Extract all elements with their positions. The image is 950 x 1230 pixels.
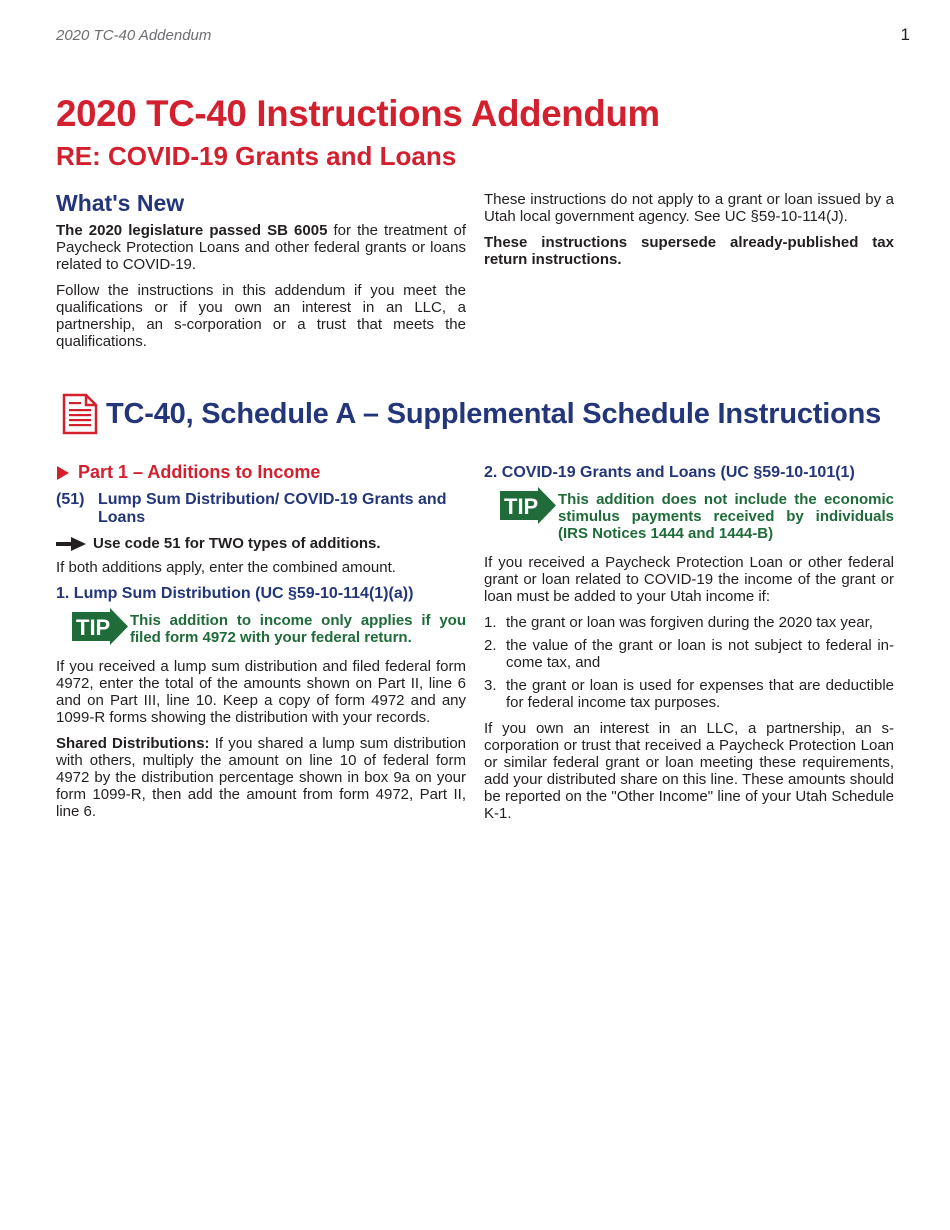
arrow-right-icon (56, 537, 86, 551)
tip-label: TIP (76, 615, 111, 640)
schedule-left-column (56, 464, 466, 829)
list-item (484, 677, 894, 711)
list-item-text: the grant or loan was forgiven during the 2020 tax year, (506, 614, 873, 631)
lump-sum-tip (72, 612, 466, 646)
running-header: 2020 TC-40 Addendum (56, 27, 212, 44)
whats-new-left-column (56, 189, 466, 359)
local-government-note: These instructions do not apply to a grant or loan issued by a Utah local government agency. See UC §59-10-114(J). (484, 191, 894, 225)
part-1-heading (56, 464, 466, 481)
list-item-number: 1. (484, 614, 497, 631)
document-title: 2020 TC-40 Instructions Addendum (56, 93, 660, 134)
legislature-text: for the treatment of Paycheck Protection Loans and other federal grants or loans related to COVID-19. (56, 222, 466, 273)
line-51-heading (56, 491, 466, 527)
triangle-bullet-icon (56, 466, 70, 480)
document-subtitle: RE: COVID-19 Grants and Loans (56, 141, 457, 171)
schedule-section-header (62, 393, 881, 435)
tip-icon (500, 487, 556, 524)
list-item-text: the value of the grant or loan is not subject to federal income tax, and (506, 637, 894, 671)
part-1-heading-text: Part 1 – Additions to Income (78, 462, 321, 482)
tip-label: TIP (504, 494, 539, 519)
shared-distributions-text: If you shared a lump sum distribution with others, multiply the amount on line 10 of federal form 4972 by the distribution percentage shown in box 9a on your form 1099-R, then add the amount from form 4972, Part II, line 6. (56, 735, 466, 820)
supersede-note (484, 234, 894, 268)
schedule-section-title: TC-40, Schedule A – Supplemental Schedule Instructions (106, 397, 882, 430)
code-note (56, 535, 466, 552)
covid-tip-text: This addition does not include the economic stimulus payments received by individuals (IRS Notices 1444 and 1444-B) (558, 491, 894, 542)
whats-new-right-column (484, 191, 894, 277)
whats-new-paragraph-2: Follow the instructions in this addendum if you meet the qualifications or if you own an interest in an LLC, a partnership, an s-corporation or a trust that meets the qualifications. (56, 282, 466, 350)
shared-distributions-paragraph (56, 735, 466, 820)
schedule-right-column (484, 464, 894, 831)
shared-distributions-label: Shared Distributions: (56, 735, 210, 752)
llc-share-paragraph: If you own an interest in an LLC, a partnership, an s-corporation or trust that received a Paycheck Protection Loan or similar federal grant or loan meeting these requirements, add your distributed share on this line. These amounts should be reported on the "Other Income" line of your Utah Schedule K-1. (484, 720, 894, 822)
list-item-text: the grant or loan is used for expenses that are deductible for federal income tax purposes. (506, 677, 894, 711)
covid-tip (500, 491, 894, 542)
line-code: (51) (56, 491, 85, 508)
supersede-bold-text: These instructions supersede already-published tax return instructions. (484, 234, 894, 268)
covid-intro-paragraph: If you received a Paycheck Protection Loan or other federal grant or loan related to COVID-19 the income of the grant or loan must be added to your Utah income if: (484, 554, 894, 605)
document-icon (62, 393, 98, 435)
legislature-bold-text: The 2020 legislature passed SB 6005 (56, 222, 328, 239)
list-item-number: 2. (484, 637, 497, 654)
tip-icon (72, 608, 128, 645)
page-number: 1 (900, 25, 910, 44)
whats-new-heading: What's New (56, 190, 185, 216)
covid-heading: 2. COVID-19 Grants and Loans (UC §59-10-101(1) (484, 464, 855, 481)
lump-sum-heading: 1. Lump Sum Distribution (UC §59-10-114(1)(a)) (56, 585, 414, 602)
lump-sum-tip-text: This addition to income only applies if you filed form 4972 with your federal return. (130, 612, 466, 646)
covid-conditions-list (484, 614, 894, 711)
line-title: Lump Sum Distribution/ COVID-19 Grants and Loans (98, 491, 447, 526)
lump-sum-paragraph: If you received a lump sum distribution and filed federal form 4972, enter the total of the amounts shown on Part II, line 6 and on Part III, line 10. Keep a copy of form 4972 and any 1099-R forms showing the distribution with your records. (56, 658, 466, 726)
code-note-text: Use code 51 for TWO types of additions. (93, 535, 381, 552)
combined-amount-note: If both additions apply, enter the combined amount. (56, 559, 396, 576)
list-item-number: 3. (484, 677, 497, 694)
list-item (484, 637, 894, 671)
list-item (484, 614, 894, 631)
whats-new-paragraph-1 (56, 222, 466, 273)
